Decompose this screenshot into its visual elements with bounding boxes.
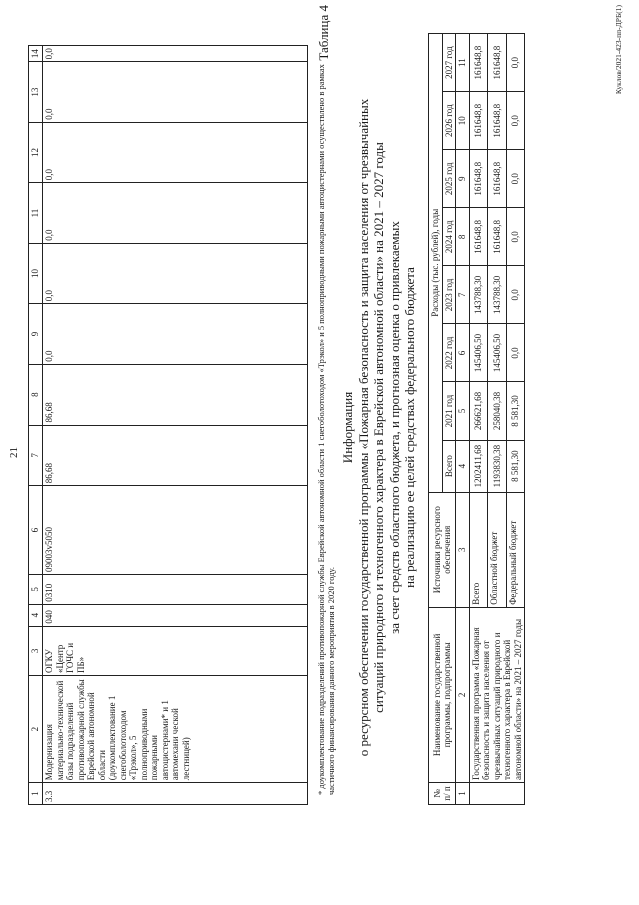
measures-table	[28, 45, 308, 805]
header-cell: 4	[29, 604, 43, 626]
header-year: 2023 год	[442, 266, 456, 324]
value-cell: 161648,8	[469, 92, 488, 150]
caption-line: Информация	[340, 391, 355, 464]
header-name: Наименование государственной программы, подпрограммы	[429, 607, 456, 782]
col-number: 1	[456, 782, 470, 804]
row-number: 3.3	[43, 783, 308, 805]
footnote: * доукомплектование подразделений противопожарной службы Еврейской автономной области 1 снегоболотоходом «Трэкол» и 5 полноприводными пожарными автоцистернами осуществлено в рамках частичного финансирования данного мероприятия в 2020 году.	[316, 64, 336, 795]
caption-line: на реализацию ее целей средствах федерального бюджета	[402, 267, 417, 588]
value-cell: 8 581,30	[506, 440, 525, 492]
value-cell: 145406,50	[488, 324, 507, 382]
header-cell: 2	[29, 676, 43, 783]
value-cell: 0,0	[506, 34, 525, 92]
header-cell: 5	[29, 574, 43, 604]
header-cell: 8	[29, 364, 43, 425]
col-number: 6	[456, 324, 470, 382]
value-cell: 0,0	[43, 304, 308, 364]
header-expenses: Расходы (тыс. рублей), годы	[429, 34, 443, 493]
value-cell: 266621,68	[469, 382, 488, 440]
page-number: 21	[8, 447, 20, 458]
col-number: 8	[456, 208, 470, 266]
value-cell: 0,0	[43, 46, 308, 62]
header-year: 2025 год	[442, 150, 456, 208]
header-cell: 9	[29, 304, 43, 364]
value-cell: 1202411,68	[469, 440, 488, 492]
table-caption	[340, 40, 418, 815]
measure-name: Модернизация материально-технической базы подразделений противопожарной службы Еврейской автономной области (доукомплектование 1 снегоболотоходом «Трэкол», 5 полноприводными пожарными автоцистернами* и 1 автомехани ческой лестницей)	[43, 676, 308, 783]
table-label: Таблица 4	[316, 5, 331, 61]
col-number: 4	[456, 440, 470, 492]
value-cell: 258040,38	[488, 382, 507, 440]
value-cell: 143788,30	[488, 266, 507, 324]
header-cell: 12	[29, 122, 43, 182]
header-cell: 1	[29, 783, 43, 805]
measures-header-row	[29, 46, 43, 805]
header-cell: 6	[29, 486, 43, 575]
rzpr-code: 0310	[43, 574, 308, 604]
col-number: 9	[456, 150, 470, 208]
value-cell: 161648,8	[488, 92, 507, 150]
row-number	[469, 782, 525, 804]
header-year: 2027 год	[442, 34, 456, 92]
value-cell: 0,0	[506, 324, 525, 382]
caption-line: за счет средств областного бюджета, и прогнозная оценка о привлекаемых	[386, 221, 402, 634]
table-row	[469, 34, 488, 805]
header-source: Источники ресурсного обеспечения	[429, 492, 456, 607]
value-cell: 0,0	[43, 62, 308, 122]
value-cell: 0,0	[43, 243, 308, 303]
value-cell: 0,0	[506, 208, 525, 266]
caption-line: ситуаций природного и техногенного характера в Еврейской автономной области» на 2021 – 2027 годы	[371, 142, 386, 713]
resource-header-row	[429, 34, 443, 805]
value-cell: 145406,50	[469, 324, 488, 382]
col-number: 10	[456, 92, 470, 150]
value-cell: 1193830,38	[488, 440, 507, 492]
col-number: 7	[456, 266, 470, 324]
col-number: 2	[456, 607, 470, 782]
program-name: Государственная программа «Пожарная безопасность и защита населения от чрезвычайных ситуаций природного и техногенного характера в Еврейской автономной области» на 2021 – 2027 годы	[469, 607, 525, 782]
value-cell: 161648,8	[469, 150, 488, 208]
value-cell: 161648,8	[488, 34, 507, 92]
value-cell: 0,0	[506, 92, 525, 150]
column-number-row	[456, 34, 470, 805]
caption-line: о ресурсном обеспечении государственной программы «Пожарная безопасность и защита населения от чрезвычайных	[355, 98, 371, 757]
document-footer-code: Куклов/2021-423-пп-ДРБ(1)	[614, 5, 623, 95]
value-cell: 0,0	[506, 266, 525, 324]
value-cell: 161648,8	[469, 34, 488, 92]
value-cell: 143788,30	[469, 266, 488, 324]
source-cell: Областной бюджет	[488, 492, 507, 607]
value-cell: 161648,8	[488, 150, 507, 208]
col-number: 11	[456, 34, 470, 92]
csr-code: 09003v5050	[43, 486, 308, 575]
header-year: 2022 год	[442, 324, 456, 382]
value-cell: 161648,8	[488, 208, 507, 266]
value-cell: 0,0	[43, 183, 308, 243]
executor: ОГКУ «Центр ГОЧС и ПБ»	[43, 626, 308, 675]
table-row	[43, 46, 308, 805]
value-cell: 86,68	[43, 425, 308, 486]
header-cell: 3	[29, 626, 43, 675]
header-total: Всего	[442, 440, 456, 492]
header-cell: 10	[29, 243, 43, 303]
value-cell: 8 581,30	[506, 382, 525, 440]
resource-table	[428, 33, 525, 805]
header-num: № п/ п	[429, 782, 456, 804]
source-cell: Федеральный бюджет	[506, 492, 525, 607]
source-cell: Всего	[469, 492, 488, 607]
header-year: 2021 год	[442, 382, 456, 440]
value-cell: 0,0	[43, 122, 308, 182]
value-cell: 161648,8	[469, 208, 488, 266]
col-number: 5	[456, 382, 470, 440]
value-cell: 86,68	[43, 364, 308, 425]
header-cell: 11	[29, 183, 43, 243]
grbs-code: 040	[43, 604, 308, 626]
header-year: 2024 год	[442, 208, 456, 266]
header-cell: 14	[29, 46, 43, 62]
header-cell: 7	[29, 425, 43, 486]
header-cell: 13	[29, 62, 43, 122]
value-cell: 0,0	[506, 150, 525, 208]
col-number: 3	[456, 492, 470, 607]
header-year: 2026 год	[442, 92, 456, 150]
